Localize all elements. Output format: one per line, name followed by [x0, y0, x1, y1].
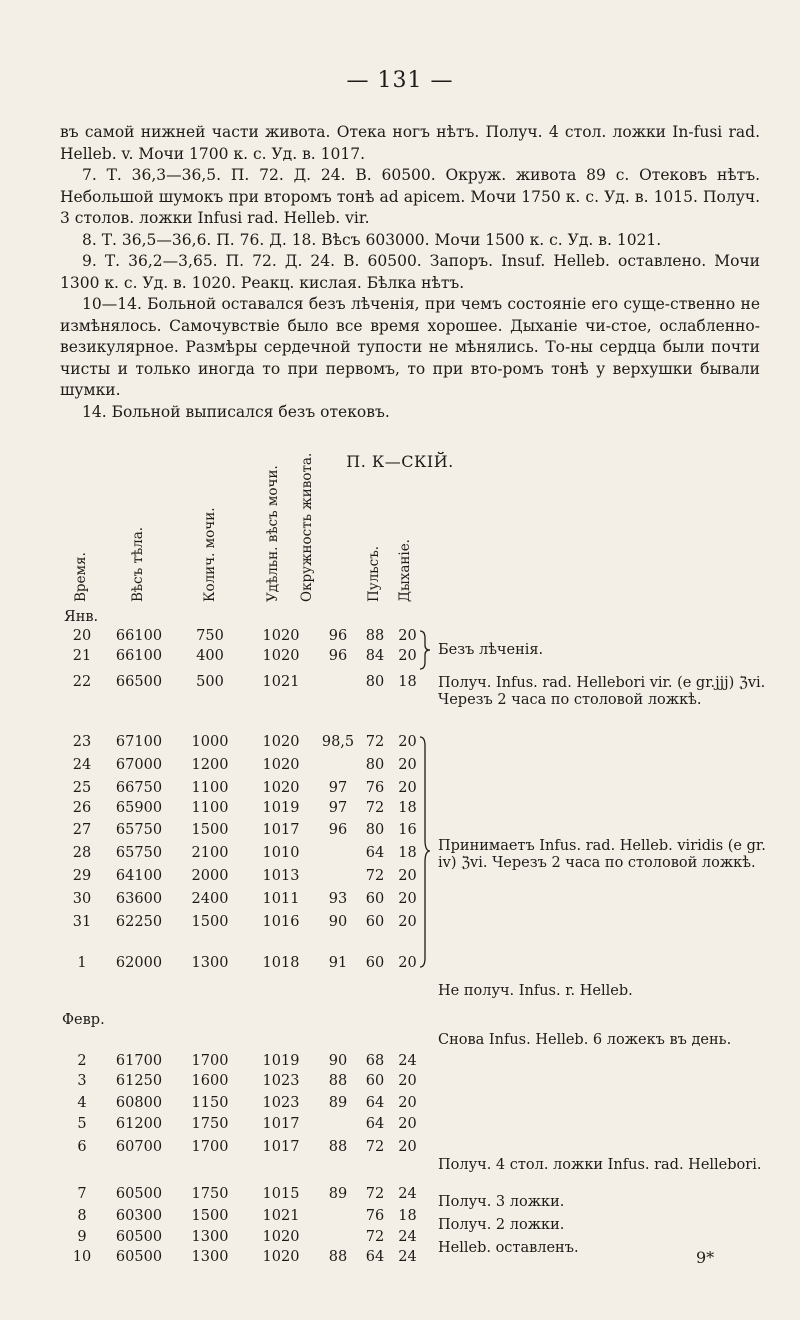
cell-resp: 18 [398, 800, 417, 816]
cell-urine: 500 [196, 674, 224, 690]
cell-sg: 1023 [262, 1073, 300, 1089]
cell-girth: 88 [328, 1249, 348, 1265]
cell-girth: 93 [328, 891, 348, 907]
cell-girth: 98,5 [321, 734, 355, 750]
cell-weight: 62000 [115, 955, 163, 971]
note-day-31: Не получ. Infus. r. Helleb. [438, 983, 633, 999]
cell-weight: 64100 [115, 868, 163, 884]
cell-sg: 1021 [262, 1208, 300, 1224]
cell-resp: 20 [398, 955, 417, 971]
note-feb-9: Helleb. оставленъ. [438, 1240, 579, 1256]
cell-resp: 18 [398, 1208, 417, 1224]
cell-urine: 1100 [191, 800, 229, 816]
cell-girth: 88 [328, 1139, 348, 1155]
cell-urine: 1100 [191, 780, 229, 796]
header-weight: Вѣсъ тѣла. [130, 526, 146, 602]
cell-urine: 2400 [191, 891, 229, 907]
cell-day: 22 [72, 674, 92, 690]
cell-weight: 60500 [115, 1186, 163, 1202]
cell-urine: 2100 [191, 845, 229, 861]
cell-resp: 20 [398, 1095, 417, 1111]
cell-pulse: 72 [365, 734, 385, 750]
cell-weight: 60700 [115, 1139, 163, 1155]
paragraph: 14. Больной выписался безъ отековъ. [82, 402, 390, 421]
cell-sg: 1015 [262, 1186, 300, 1202]
cell-day: 31 [72, 914, 92, 930]
cell-pulse: 80 [365, 757, 385, 773]
paragraph: 7. Т. 36,3—36,5. П. 72. Д. 24. В. 60500. Окруж. живота 89 с. Отековъ нѣтъ. Небольшой шумокъ при второмъ тонѣ ad apicem. Мочи 1750 к. с. Уд. в. 1015. Получ. 3 столов. ложки Infusi rad. Helleb. vir. [60, 166, 760, 227]
cell-sg: 1019 [262, 1053, 300, 1069]
brace-23-30 [418, 736, 432, 968]
cell-urine: 1750 [191, 1186, 229, 1202]
cell-resp: 16 [398, 822, 417, 838]
cell-pulse: 64 [365, 1095, 385, 1111]
header-time: Время. [73, 552, 89, 602]
paragraph: въ самой нижней части живота. Отека ногъ нѣтъ. Получ. 4 стол. ложки In-fusi rad. Helleb. v. Мочи 1700 к. с. Уд. в. 1017. [60, 123, 760, 163]
cell-pulse: 68 [365, 1053, 385, 1069]
prose-body [60, 122, 760, 423]
cell-day: 28 [72, 845, 92, 861]
cell-day: 6 [77, 1139, 87, 1155]
cell-sg: 1020 [262, 648, 300, 664]
cell-girth: 91 [328, 955, 348, 971]
cell-day: 7 [77, 1186, 87, 1202]
cell-pulse: 88 [365, 628, 385, 644]
cell-weight: 67000 [115, 757, 163, 773]
cell-pulse: 72 [365, 800, 385, 816]
cell-day: 29 [72, 868, 92, 884]
cell-resp: 20 [398, 1073, 417, 1089]
cell-weight: 60500 [115, 1229, 163, 1245]
cell-pulse: 72 [365, 1186, 385, 1202]
note-feb-7: Получ. 3 ложки. [438, 1194, 565, 1210]
cell-urine: 1200 [191, 757, 229, 773]
note-day-22: Получ. Infus. rad. Hellebori vir. (e gr.jjj) ℨvi. Черезъ 2 часа по столовой ложкѣ. [438, 675, 766, 708]
note-feb-1: Снова Infus. Helleb. 6 ложекъ въ день. [438, 1032, 732, 1048]
cell-girth: 89 [328, 1095, 348, 1111]
cell-pulse: 84 [365, 648, 385, 664]
cell-resp: 20 [398, 757, 417, 773]
cell-weight: 60500 [115, 1249, 163, 1265]
cell-girth: 88 [328, 1073, 348, 1089]
month-label-jan: Янв. [64, 609, 99, 625]
signature-mark: 9* [696, 1248, 715, 1267]
cell-resp: 20 [398, 891, 417, 907]
note-days-23-30: Принимаетъ Infus. rad. Helleb. viridis (e gr. iv) ℨvi. Черезъ 2 часа по столовой ложкѣ. [438, 838, 766, 871]
cell-sg: 1016 [262, 914, 300, 930]
cell-sg: 1010 [262, 845, 300, 861]
header-pulse: Пульсъ. [366, 545, 382, 602]
cell-weight: 61700 [115, 1053, 163, 1069]
cell-pulse: 72 [365, 1139, 385, 1155]
cell-resp: 20 [398, 734, 417, 750]
cell-resp: 24 [398, 1229, 417, 1245]
cell-sg: 1020 [262, 1249, 300, 1265]
cell-sg: 1020 [262, 757, 300, 773]
cell-day: 24 [72, 757, 92, 773]
paragraph: 9. Т. 36,2—3,65. П. 72. Д. 24. В. 60500. Запоръ. Insuf. Helleb. оставлено. Мочи 1300 к. с. Уд. в. 1020. Реакц. кислая. Бѣлка нѣтъ. [60, 252, 760, 292]
cell-pulse: 76 [365, 780, 385, 796]
cell-urine: 1500 [191, 1208, 229, 1224]
cell-pulse: 80 [365, 822, 385, 838]
cell-resp: 18 [398, 845, 417, 861]
header-girth: Окружность живота. [299, 452, 315, 602]
cell-sg: 1020 [262, 1229, 300, 1245]
cell-pulse: 64 [365, 845, 385, 861]
cell-urine: 1600 [191, 1073, 229, 1089]
cell-girth: 90 [328, 1053, 348, 1069]
cell-urine: 1000 [191, 734, 229, 750]
cell-resp: 24 [398, 1186, 417, 1202]
cell-day: 1 [77, 955, 87, 971]
cell-sg: 1017 [262, 1116, 300, 1132]
cell-urine: 2000 [191, 868, 229, 884]
cell-weight: 66500 [115, 674, 163, 690]
cell-sg: 1013 [262, 868, 300, 884]
cell-day: 4 [77, 1095, 87, 1111]
cell-resp: 20 [398, 914, 417, 930]
cell-weight: 67100 [115, 734, 163, 750]
cell-resp: 20 [398, 1116, 417, 1132]
cell-pulse: 64 [365, 1116, 385, 1132]
cell-resp: 20 [398, 780, 417, 796]
cell-resp: 24 [398, 1249, 417, 1265]
cell-urine: 1500 [191, 914, 229, 930]
cell-pulse: 64 [365, 1249, 385, 1265]
cell-urine: 1750 [191, 1116, 229, 1132]
cell-urine: 1700 [191, 1139, 229, 1155]
month-label-feb: Февр. [62, 1012, 105, 1028]
cell-sg: 1020 [262, 628, 300, 644]
cell-day: 27 [72, 822, 92, 838]
page-number: — 131 — [346, 68, 454, 93]
cell-day: 20 [72, 628, 92, 644]
cell-sg: 1020 [262, 780, 300, 796]
cell-sg: 1017 [262, 822, 300, 838]
note-feb-6: Получ. 4 стол. ложки Infus. rad. Hellebori. [438, 1157, 762, 1173]
cell-weight: 62250 [115, 914, 163, 930]
cell-weight: 61200 [115, 1116, 163, 1132]
cell-sg: 1011 [262, 891, 300, 907]
paragraph: 10—14. Больной оставался безъ лѣченія, при чемъ состояніе его суще-ственно не измѣнялось. Самочувствіе было все время хорошее. Дыханіе чи-стое, ослабленно-везикулярное. Размѣры сердечной тупости не мѣнялись. То-ны сердца были почти чисты и только иногда то при первомъ, то при вто-ромъ тонѣ у верхушки бывали шумки. [60, 295, 760, 399]
cell-urine: 1300 [191, 1249, 229, 1265]
cell-resp: 20 [398, 1139, 417, 1155]
cell-weight: 65750 [115, 822, 163, 838]
section-title: П. К—СКІЙ. [346, 452, 454, 471]
cell-urine: 1500 [191, 822, 229, 838]
cell-urine: 1700 [191, 1053, 229, 1069]
cell-sg: 1018 [262, 955, 300, 971]
cell-weight: 60800 [115, 1095, 163, 1111]
cell-sg: 1021 [262, 674, 300, 690]
cell-pulse: 80 [365, 674, 385, 690]
cell-girth: 96 [328, 628, 348, 644]
note-no-treatment: Безъ лѣченія. [438, 642, 544, 658]
cell-day: 21 [72, 648, 92, 664]
cell-day: 8 [77, 1208, 87, 1224]
cell-urine: 1300 [191, 1229, 229, 1245]
header-urine: Колич. мочи. [202, 507, 218, 602]
cell-day: 10 [72, 1249, 92, 1265]
cell-sg: 1019 [262, 800, 300, 816]
cell-resp: 18 [398, 674, 417, 690]
cell-resp: 20 [398, 868, 417, 884]
cell-day: 5 [77, 1116, 87, 1132]
cell-girth: 97 [328, 800, 348, 816]
cell-weight: 66100 [115, 628, 163, 644]
header-respiration: Дыханіе. [397, 539, 413, 602]
cell-sg: 1020 [262, 734, 300, 750]
brace-20-21 [418, 630, 432, 670]
cell-pulse: 60 [365, 914, 385, 930]
cell-weight: 66100 [115, 648, 163, 664]
paragraph: 8. Т. 36,5—36,6. П. 76. Д. 18. Вѣсъ 603000. Мочи 1500 к. с. Уд. в. 1021. [82, 230, 662, 249]
cell-urine: 400 [196, 648, 224, 664]
cell-urine: 1300 [191, 955, 229, 971]
cell-sg: 1017 [262, 1139, 300, 1155]
cell-weight: 61250 [115, 1073, 163, 1089]
cell-sg: 1023 [262, 1095, 300, 1111]
cell-pulse: 72 [365, 1229, 385, 1245]
cell-urine: 1150 [191, 1095, 229, 1111]
cell-weight: 65900 [115, 800, 163, 816]
cell-resp: 24 [398, 1053, 417, 1069]
cell-day: 30 [72, 891, 92, 907]
cell-girth: 96 [328, 648, 348, 664]
cell-pulse: 60 [365, 891, 385, 907]
cell-day: 9 [77, 1229, 87, 1245]
cell-day: 23 [72, 734, 92, 750]
cell-pulse: 72 [365, 868, 385, 884]
cell-pulse: 60 [365, 955, 385, 971]
cell-weight: 66750 [115, 780, 163, 796]
cell-weight: 60300 [115, 1208, 163, 1224]
cell-day: 3 [77, 1073, 87, 1089]
cell-urine: 750 [196, 628, 224, 644]
cell-girth: 90 [328, 914, 348, 930]
cell-girth: 96 [328, 822, 348, 838]
cell-pulse: 60 [365, 1073, 385, 1089]
cell-pulse: 76 [365, 1208, 385, 1224]
cell-girth: 97 [328, 780, 348, 796]
cell-resp: 20 [398, 648, 417, 664]
cell-day: 25 [72, 780, 92, 796]
cell-girth: 89 [328, 1186, 348, 1202]
note-feb-8: Получ. 2 ложки. [438, 1217, 565, 1233]
header-specific-gravity: Удѣльн. вѣсъ мочи. [265, 465, 281, 602]
cell-day: 26 [72, 800, 92, 816]
cell-weight: 65750 [115, 845, 163, 861]
cell-weight: 63600 [115, 891, 163, 907]
cell-resp: 20 [398, 628, 417, 644]
cell-day: 2 [77, 1053, 87, 1069]
